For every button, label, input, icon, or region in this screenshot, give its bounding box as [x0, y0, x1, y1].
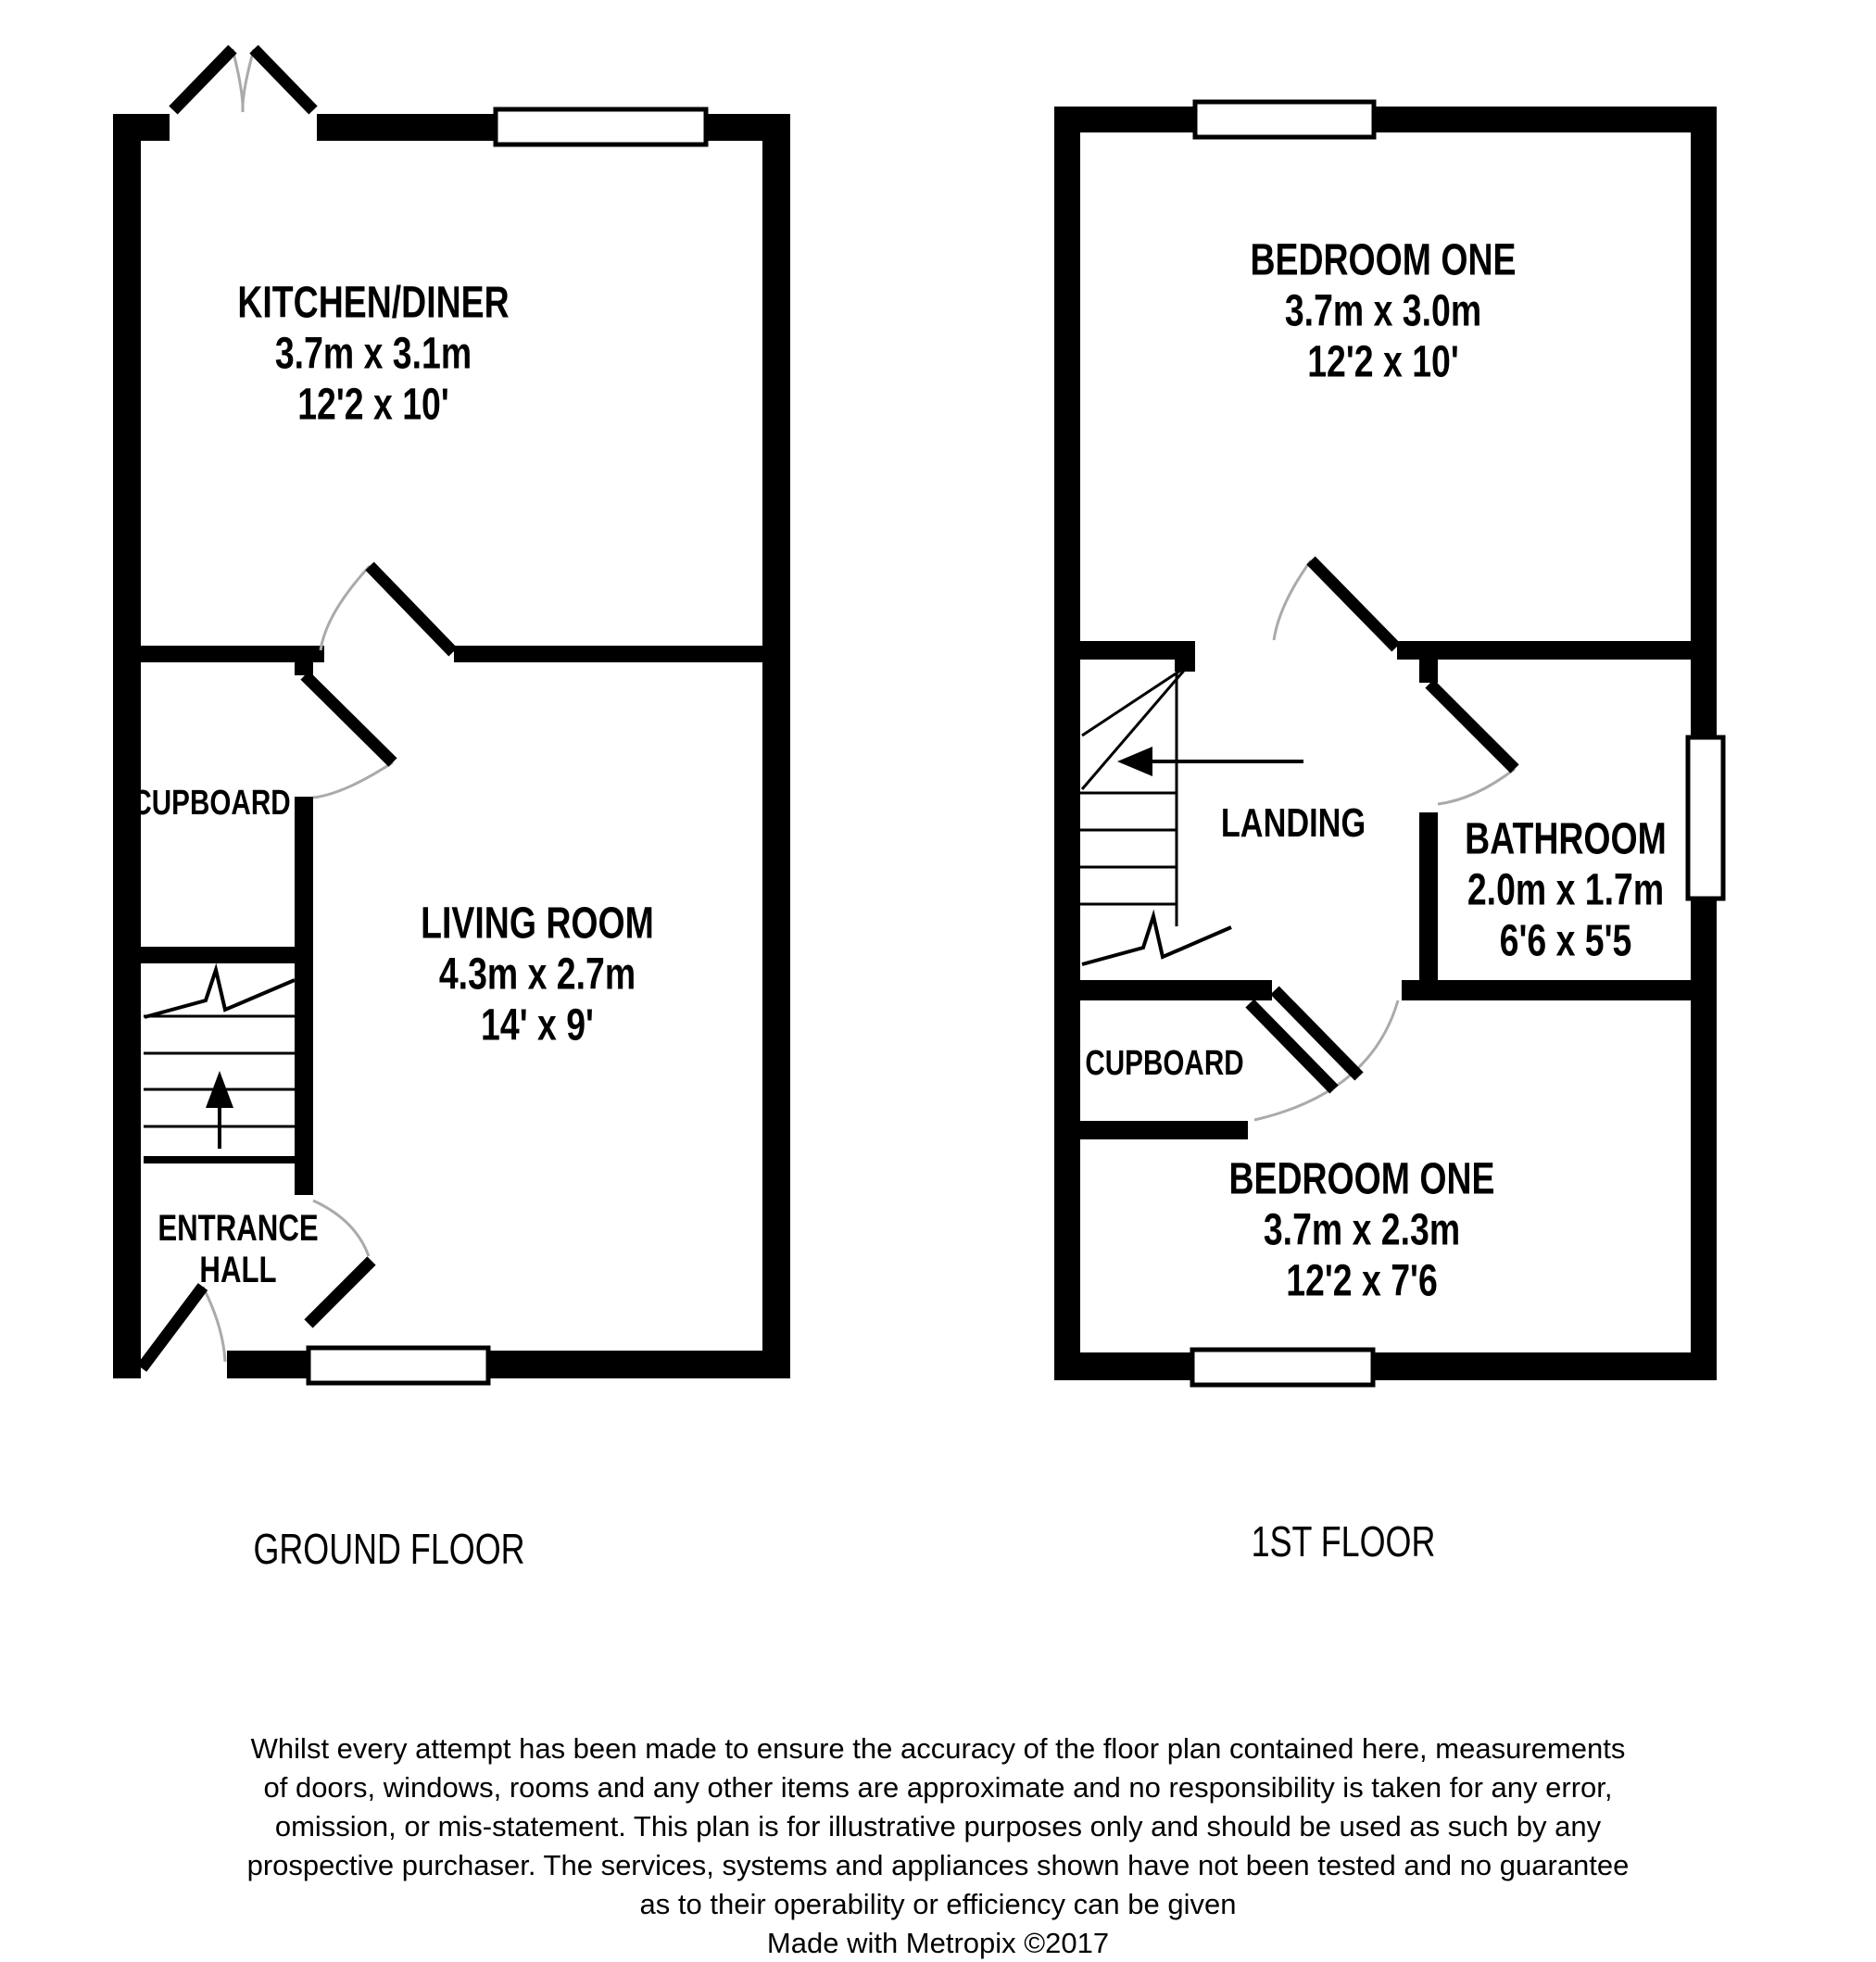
room-size-imperial: 12'2 x 10': [297, 380, 449, 430]
gf-cupboard-door-arc: [313, 762, 393, 798]
gf-divider-wall-right: [454, 646, 790, 662]
metropix-credit: Made with Metropix ©2017: [766, 1927, 1110, 1959]
ff-bathroom-wall: [1419, 812, 1438, 980]
gf-stair-break-line: [145, 970, 295, 1017]
gf-bottom-wall-right: [488, 1351, 790, 1378]
room-name: BEDROOM ONE: [1250, 235, 1517, 285]
gf-stairs-top-wall: [113, 947, 296, 963]
ff-bathroom-stub: [1419, 660, 1438, 683]
room-name: CUPBOARD: [132, 784, 291, 823]
living-room-label: [421, 899, 654, 1051]
bathroom-label: [1465, 814, 1667, 967]
gf-right-wall: [762, 114, 790, 1378]
disclaimer-line: as to their operability or efficiency can be given: [639, 1888, 1237, 1920]
gf-french-door-leaf-right: [254, 49, 313, 110]
ground-floor-title: [253, 1525, 524, 1573]
room-name: BEDROOM ONE: [1228, 1154, 1495, 1204]
room-size-metric: 3.7m x 2.3m: [1263, 1205, 1461, 1255]
gf-living-door-arc: [313, 1201, 369, 1256]
kitchen-diner-label: [237, 278, 509, 431]
disclaimer: [247, 1729, 1630, 1962]
gf-kitchen-window: [496, 109, 706, 145]
ff-bottom-wall-right: [1373, 1352, 1717, 1380]
gf-living-window: [308, 1348, 488, 1383]
room-name: CUPBOARD: [1085, 1044, 1244, 1083]
gf-bottom-wall-mid: [227, 1351, 308, 1378]
room-size-metric: 4.3m x 2.7m: [438, 950, 636, 1000]
gf-cupboard-label: [132, 783, 290, 824]
disclaimer-line: of doors, windows, rooms and any other items are approximate and no responsibility is taken for any error,: [263, 1771, 1613, 1804]
ff-bathroom-window: [1688, 737, 1723, 899]
room-size-imperial: 6'6 x 5'5: [1499, 916, 1632, 966]
gf-cupboard-door-leaf: [305, 675, 393, 762]
disclaimer-line: omission, or mis-statement. This plan is for illustrative purposes only and should be used as such by any: [274, 1810, 1602, 1843]
ff-bed2-window: [1192, 1350, 1373, 1385]
bedroom-two-label: [1228, 1154, 1494, 1307]
gf-top-wall-left-stub: [113, 114, 170, 141]
gf-french-door-leaf-left: [173, 49, 233, 110]
room-name-line2: HALL: [199, 1250, 277, 1290]
room-size-metric: 2.0m x 1.7m: [1467, 865, 1665, 915]
ff-bed1-wall-left: [1054, 641, 1195, 660]
room-size-imperial: 14' x 9': [481, 1000, 594, 1050]
gf-french-door-arc-left: [233, 49, 243, 112]
gf-front-door-leaf: [142, 1287, 203, 1368]
arrow-left-icon: [1117, 747, 1303, 776]
gf-top-wall-mid: [317, 114, 496, 141]
gf-french-door-arc-right: [243, 49, 254, 112]
ff-right-wall-lower: [1691, 897, 1717, 1380]
disclaimer-line: Whilst every attempt has been made to ensure the accuracy of the floor plan contained here, measurements: [250, 1732, 1626, 1765]
gf-front-door-arc: [203, 1287, 225, 1362]
disclaimer-line: prospective purchaser. The services, systems and appliances shown have not been tested and no guarantee: [246, 1849, 1630, 1881]
ff-stair-winder: [1082, 665, 1189, 789]
arrow-up-icon: [206, 1071, 233, 1149]
room-size-imperial: 12'2 x 10': [1307, 337, 1459, 387]
ff-stairs: [1080, 665, 1231, 964]
ff-bottom-wall-left: [1054, 1352, 1192, 1380]
ff-stair-winder: [1082, 665, 1189, 736]
ff-left-wall: [1054, 107, 1080, 1380]
first-floor-title: [1252, 1517, 1436, 1566]
ff-bed1-window: [1195, 102, 1374, 137]
ff-stair-break-line: [1082, 916, 1231, 964]
bedroom-one-label: [1250, 235, 1516, 388]
gf-bottom-wall-left: [113, 1351, 141, 1378]
ff-top-wall-left: [1054, 107, 1195, 132]
ff-top-wall-right: [1374, 107, 1717, 132]
gf-divider-wall-left: [113, 646, 324, 662]
room-size-metric: 3.7m x 3.0m: [1284, 286, 1482, 336]
room-name: LANDING: [1220, 800, 1366, 846]
gf-kitchen-door-leaf: [370, 566, 453, 652]
landing-label: [1221, 800, 1366, 847]
ff-bed1-door-leaf: [1311, 560, 1396, 648]
ff-bed1-door-arc: [1274, 560, 1311, 640]
gf-kitchen-door-arc: [321, 566, 370, 650]
ff-mid-wall-right: [1402, 980, 1717, 1000]
room-size-imperial: 12'2 x 7'6: [1286, 1256, 1438, 1306]
room-name: LIVING ROOM: [421, 899, 654, 949]
ff-bathroom-door-leaf: [1429, 684, 1515, 769]
ff-cupboard-label: [1085, 1043, 1243, 1084]
gf-left-wall: [113, 114, 141, 1378]
ff-bed2-door-arc: [1254, 1000, 1398, 1120]
room-size-metric: 3.7m x 3.1m: [274, 329, 472, 379]
ff-cupboard-wall: [1054, 1121, 1248, 1139]
floor-label: 1ST FLOOR: [1251, 1517, 1436, 1566]
floor-label: GROUND FLOOR: [253, 1525, 525, 1573]
ff-bathroom-door-arc: [1438, 769, 1515, 804]
ground-floor-plan: [113, 49, 790, 1383]
room-name-line1: ENTRANCE: [157, 1208, 319, 1249]
room-name: BATHROOM: [1465, 814, 1667, 864]
ff-mid-wall-left: [1054, 980, 1272, 1000]
ff-bed1-wall-right: [1397, 641, 1717, 660]
room-name: KITCHEN/DINER: [237, 278, 510, 328]
gf-cupboard-stairs-wall: [295, 797, 313, 1195]
entrance-hall-label: [157, 1208, 318, 1291]
